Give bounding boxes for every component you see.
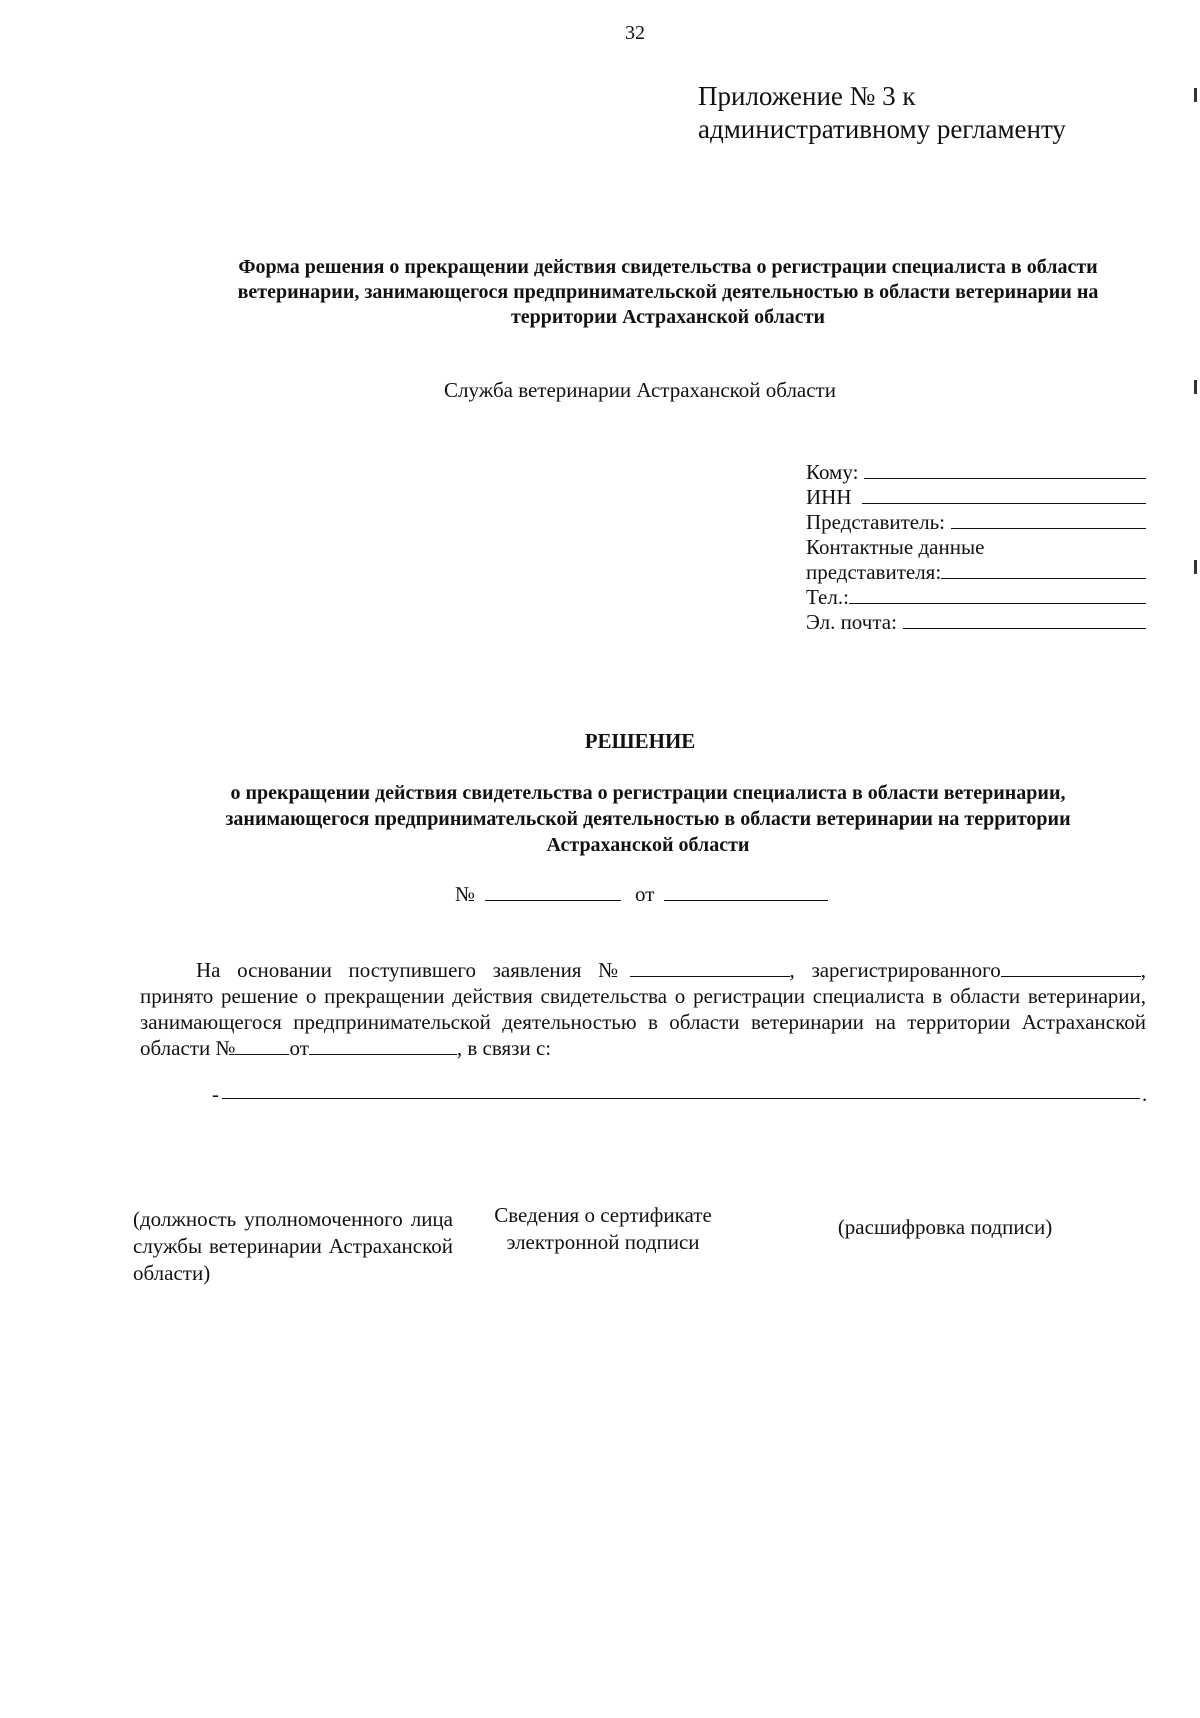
reason-end: .: [1142, 1082, 1148, 1106]
decision-body: [140, 957, 1146, 1061]
signatory-position: (должность уполномоченного лица службы ветеринарии Астраханской области): [133, 1207, 453, 1285]
body-part-6: , в связи с:: [456, 1036, 552, 1060]
appendix-header: [698, 80, 1066, 146]
inn-field: [806, 485, 1146, 510]
scan-edge-mark: [1194, 380, 1197, 394]
date-label: от: [635, 882, 655, 906]
service-name: Служба ветеринарии Астраханской области: [444, 378, 836, 402]
number-label: №: [455, 882, 476, 906]
representative-contacts-blank[interactable]: [941, 560, 1146, 579]
form-title-line-2: ветеринарии, занимающегося предпринимательской деятельностью в области ветеринарии на: [237, 281, 1099, 303]
body-part-5: от: [289, 1036, 309, 1060]
decision-subtitle: [150, 780, 1146, 858]
representative-contacts-label: представителя:: [806, 560, 942, 584]
to-blank[interactable]: [864, 460, 1146, 479]
decision-heading: РЕШЕНИЕ: [584, 729, 696, 753]
scan-edge-mark: [1194, 88, 1197, 102]
reason-dash: -: [212, 1082, 219, 1106]
signature-transcript: (расшифровка подписи): [837, 1215, 1053, 1239]
representative-label: Представитель:: [806, 510, 946, 534]
appendix-line-2: административному регламенту: [698, 114, 1066, 144]
decision-subtitle-line-2: занимающегося предпринимательской деятельностью в области ветеринарии на территории: [225, 808, 1071, 830]
email-blank[interactable]: [903, 610, 1146, 629]
phone-label: Тел.:: [806, 585, 849, 609]
body-part-2: , зарегистрированного: [789, 958, 1001, 982]
application-number-blank[interactable]: [630, 960, 790, 977]
decision-subtitle-line-3: Астраханской области: [546, 834, 750, 856]
page-number: 32: [625, 22, 645, 44]
body-part-1: На основании поступившего заявления №: [196, 958, 630, 982]
number-blank[interactable]: [485, 882, 621, 901]
email-field: [806, 610, 1146, 635]
certificate-number-blank[interactable]: [235, 1038, 289, 1055]
representative-blank[interactable]: [951, 510, 1146, 529]
phone-blank[interactable]: [849, 585, 1146, 604]
inn-blank[interactable]: [862, 485, 1147, 504]
phone-field: [806, 585, 1146, 610]
to-label: Кому:: [806, 460, 859, 484]
body-part-4: принято решение о прекращении действия свидетельства о регистрации специалиста в области ветеринарии, занимающегося предпринимательской деятельностью в области ветеринарии на территории Астраханской области №: [140, 984, 1146, 1060]
email-label: Эл. почта:: [806, 610, 897, 634]
to-field: [806, 460, 1146, 485]
date-blank[interactable]: [664, 882, 828, 901]
inn-label: ИНН: [806, 485, 852, 509]
body-part-3: ,: [1140, 958, 1146, 982]
reason-blank[interactable]: [222, 1098, 1140, 1099]
e-signature-info: Сведения о сертификате электронной подписи: [494, 1203, 712, 1254]
form-title: [170, 255, 1166, 330]
decision-number-line: [455, 882, 828, 907]
representative-field: [806, 510, 1146, 535]
contacts-label: Контактные данные: [806, 535, 985, 559]
certificate-date-blank[interactable]: [309, 1038, 457, 1055]
decision-subtitle-line-1: о прекращении действия свидетельства о регистрации специалиста в области ветеринарии,: [230, 782, 1066, 804]
representative-contacts-field: [806, 560, 1146, 585]
reason-line: [212, 1082, 1148, 1107]
registration-date-blank[interactable]: [1001, 960, 1141, 977]
form-title-line-1: Форма решения о прекращении действия свидетельства о регистрации специалиста в области: [238, 256, 1098, 278]
recipient-block: [806, 460, 1146, 635]
appendix-line-1: Приложение № 3 к: [698, 81, 916, 111]
form-title-line-3: территории Астраханской области: [510, 306, 826, 328]
scan-edge-mark: [1194, 560, 1197, 574]
